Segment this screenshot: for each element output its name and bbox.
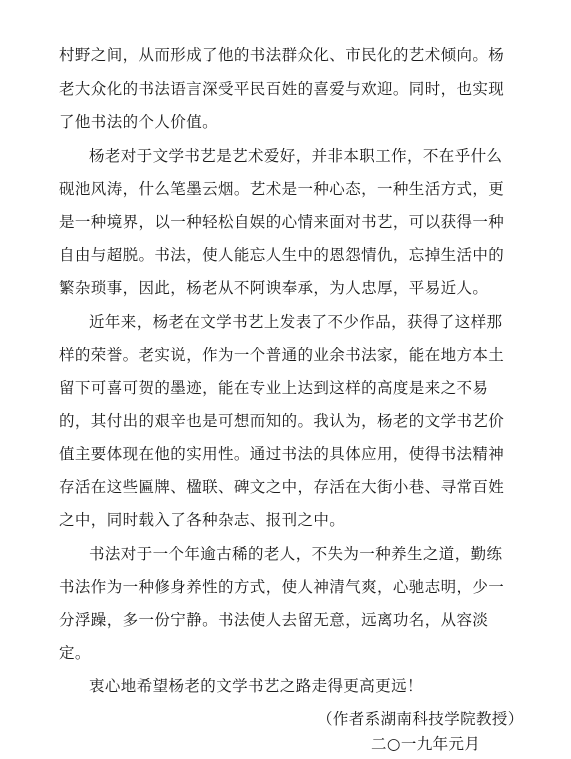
text-line: 近年来，杨老在文学书艺上发表了不少作品，获得了这样那 — [89, 313, 503, 331]
text-line: 是一种境界，以一种轻松自娱的心情来面对书艺，可以获得一种 — [59, 213, 505, 231]
text-line: 杨老对于文学书艺是艺术爱好，并非本职工作，不在乎什么 — [89, 147, 503, 165]
text-line: 老大众化的书法语言深受平民百姓的喜爱与欢迎。同时，也实现 — [59, 80, 505, 98]
text-line: 书法作为一种修身养性的方式，使人神清气爽，心驰志明，少一 — [59, 578, 505, 596]
text-line: 分浮躁，多一份宁静。书法使人去留无意，远离功名，从容淡 — [59, 611, 489, 629]
text-line: 的，其付出的艰辛也是可想而知的。我认为，杨老的文学书艺价 — [59, 412, 505, 430]
text-line: 砚池风涛，什么笔墨云烟。艺术是一种心态，一种生活方式，更 — [59, 180, 505, 198]
text-line: 村野之间，从而形成了他的书法群众化、市民化的艺术倾向。杨 — [59, 46, 505, 64]
text-line: 存活在这些匾牌、楹联、碑文之中，存活在大街小巷、寻常百姓 — [59, 478, 505, 496]
text-line: 定。 — [59, 644, 91, 662]
text-line: 书法对于一个年逾古稀的老人，不失为一种养生之道，勤练 — [89, 545, 503, 563]
text-line: 值主要体现在他的实用性。通过书法的具体应用，使得书法精神 — [59, 445, 505, 463]
text-line: 了他书法的个人价值。 — [59, 113, 219, 131]
text-line: 样的荣誉。老实说，作为一个普通的业余书法家，能在地方本土 — [59, 346, 505, 364]
text-line: 衷心地希望杨老的文学书艺之路走得更高更远！ — [89, 677, 423, 695]
text-line: 自由与超脱。书法，使人能忘人生中的恩怨情仇，忘掉生活中的 — [59, 246, 505, 264]
text-line: 之中，同时载入了各种杂志、报刊之中。 — [59, 511, 346, 529]
signature-date: 二○一九年元月 — [371, 735, 481, 753]
text-line: 繁杂琐事，因此，杨老从不阿谀奉承，为人忠厚，平易近人。 — [59, 279, 489, 297]
text-line: 留下可喜可贺的墨迹，能在专业上达到这样的高度是来之不易 — [59, 379, 489, 397]
author-note: （作者系湖南科技学院教授） — [317, 710, 524, 728]
